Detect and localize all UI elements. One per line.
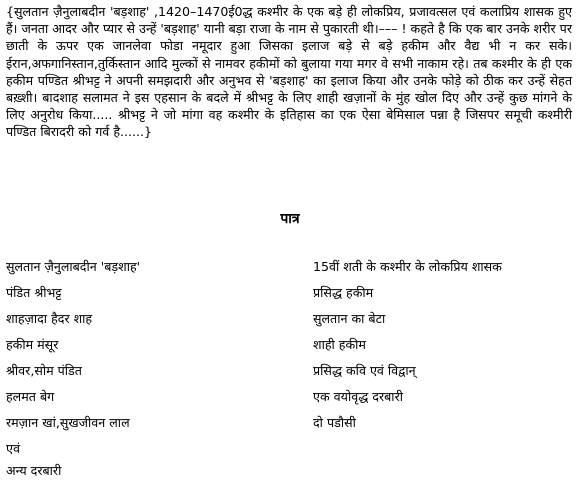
cast-role: दो पडौसी <box>313 415 356 430</box>
cast-conjunction: एवं <box>6 441 20 456</box>
cast-name: पंडित श्रीभट्ट <box>6 285 62 300</box>
cast-name: हकीम मंसूर <box>6 337 59 352</box>
cast-name: हलमत बेग <box>6 389 55 404</box>
intro-paragraph: {सुलतान ज़ैनुलाबदीन 'बड़शाह' ,1420–1470ई0द्ध कश्मीर के एक बड़े ही लोकप्रिय, प्रजावत्सल एवं कलाप्रिय शासक हुए हैं। जनता आदर और प्यार से उन्हें 'बड़शाह' यानी बड़ा राजा के नाम से पुकारती थी।––– ! कहते है कि एक बार उनके शरीर पर छाती के ऊपर एक जानलेवा फोडा नमूदार हुआ जिसका इलाज बड़े से बड़े हकीम और वैद्य भी न कर सके। ईरान,अफगानिस्तान,तुर्किस्तान आदि मुल्कों से नामवर हकीमों को बुलाया गया मगर वे सभी नाकाम रहे। तब कश्मीर के ही एक हकीम पण्डित श्रीभट्ट ने अपनी समझदारी और अनुभव से 'बड़शाह' का इलाज किया और उनके फोड़े को ठीक कर उन्हें सेहत बख़्शी। बादशाह सलामत ने इस एहसान के बदले में श्रीभट्ट के लिए शाही खज़ानों के मुंह खोल दिए और उन्हें कुछ मांगने के लिए अनुरोध किया..... श्रीभट्ट ने जो मांगा वह कश्मीर के इतिहास का एक ऐसा बेमिसाल पन्ना है जिसपर समूची कश्मीरी पण्डित बिरादरी को गर्व है......} <box>6 4 572 140</box>
cast-name: रमज़ान खां,सुखजीवन लाल <box>6 415 130 430</box>
cast-role: सुलतान का बेटा <box>313 311 386 326</box>
cast-name: अन्य दरबारी <box>6 463 62 478</box>
cast-role: शाही हकीम <box>313 337 366 352</box>
cast-role: प्रसिद्ध हकीम <box>313 285 374 300</box>
cast-role: 15वीं शती के कश्मीर के लोकप्रिय शासक <box>313 259 502 274</box>
cast-name: श्रीवर,सोम पंडित <box>6 363 82 378</box>
cast-name: शाहज़ादा हैदर शाह <box>6 311 93 326</box>
cast-role: प्रसिद्ध कवि एवं विद्वान् <box>313 363 416 378</box>
cast-role: एक वयोवृद्ध दरबारी <box>313 389 403 404</box>
cast-section-title: पात्र <box>280 211 300 227</box>
cast-name: सुलतान ज़ैनुलाबदीन 'बड़शाह' <box>6 259 141 274</box>
